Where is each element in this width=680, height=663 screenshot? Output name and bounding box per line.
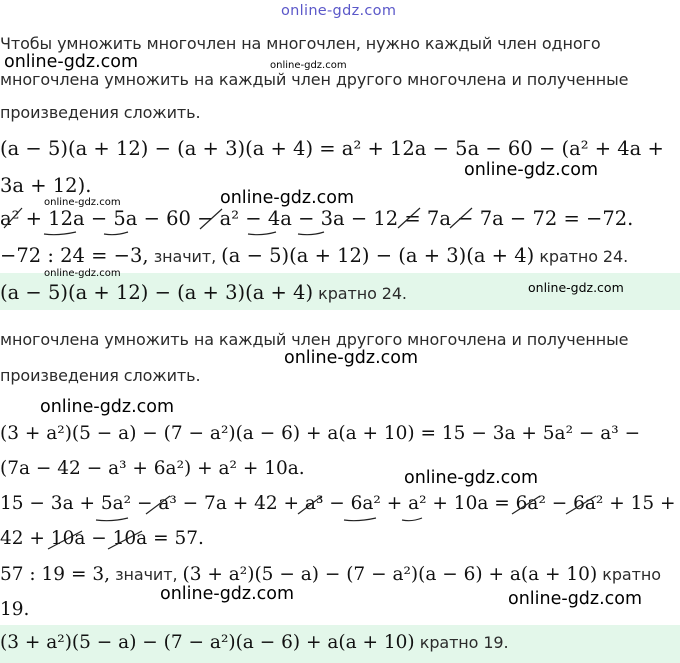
simplify-2-line-2: 42 + 10a − 10a = 57. [0,528,204,549]
division-word: значит, [153,247,217,266]
division-2-math: 57 : 19 = 3, [0,564,110,585]
answer-word: кратно 24. [318,284,407,303]
answer-line-1 [0,281,407,304]
watermark-6: online-gdz.com [44,268,121,279]
answer-2-word: кратно 19. [419,633,509,652]
watermark-12: online-gdz.com [508,589,643,609]
division-2-line [0,564,661,585]
division-line [0,244,628,267]
division-2-word: значит, [115,565,178,584]
rule-text-line-3: произведения сложить. [0,103,201,122]
simplify-2-line-1: 15 − 3a + 5a² − a³ − 7a + 42 + a³ − 6a² + a² + 10a = 6a² − 6a² + 15 + [0,493,676,514]
watermark-7: online-gdz.com [528,280,624,295]
watermark-10: online-gdz.com [404,468,539,488]
watermark-8: online-gdz.com [284,348,419,368]
expression-line-2: 3a + 12). [0,174,92,197]
division-math: −72 : 24 = −3, [0,244,149,267]
division-expression: (a − 5)(a + 12) − (a + 3)(a + 4) [221,244,535,267]
watermark-2: online-gdz.com [270,60,347,71]
expression-2-line-1: (3 + a²)(5 − a) − (7 − a²)(a − 6) + a(a + 10) = 15 − 3a + 5a² − a³ − [0,423,641,444]
rule-text-line-2: многочлена умножить на каждый член другого многочлена и полученные [0,70,629,89]
simplify-line: a² + 12a − 5a − 60 − a² − 4a − 3a − 12 = 7a − 7a − 72 = −72. [0,207,634,230]
watermark-4: online-gdz.com [220,188,355,208]
watermark-9: online-gdz.com [40,397,175,417]
rule-text-2-line-2: многочлена умножить на каждый член другого многочлена и полученные [0,330,629,349]
watermark-3: online-gdz.com [464,160,599,180]
division-2-tail-line: 19. [0,599,30,620]
rule-text-2-line-3: произведения сложить. [0,366,201,385]
division-tail: кратно 24. [539,247,629,266]
answer-expression: (a − 5)(a + 12) − (a + 3)(a + 4) [0,281,314,304]
division-2-tail: кратно [602,565,661,584]
cancel-strokes-2 [0,486,680,526]
cancel-strokes-3 [0,521,200,561]
rule-text-line-1: Чтобы умножить многочлен на многочлен, нужно каждый член одного [0,34,601,53]
answer-line-2 [0,632,508,653]
expression-line-1: (a − 5)(a + 12) − (a + 3)(a + 4) = a² + 12a − 5a − 60 − (a² + 4a + [0,137,664,160]
watermark-11: online-gdz.com [160,584,295,604]
watermark-top: online-gdz.com [281,3,397,19]
expression-2-line-2: (7a − 42 − a³ + 6a²) + a² + 10a. [0,458,305,479]
answer-2-expression: (3 + a²)(5 − a) − (7 − a²)(a − 6) + a(a + 10) [0,632,415,653]
watermark-5: online-gdz.com [44,197,121,208]
division-2-expression: (3 + a²)(5 − a) − (7 − a²)(a − 6) + a(a + 10) [182,564,598,585]
watermark-1: online-gdz.com [4,52,139,72]
